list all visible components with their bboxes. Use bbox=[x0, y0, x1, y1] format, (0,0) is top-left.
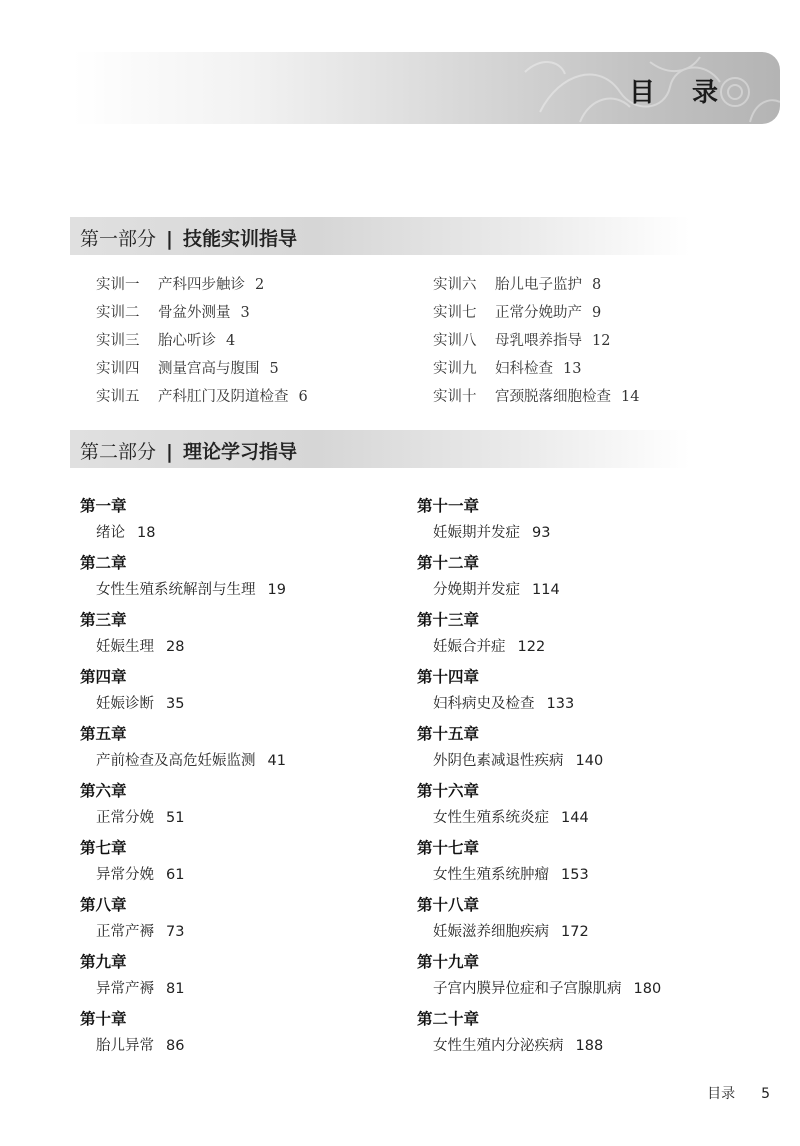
chapter-block bbox=[417, 608, 661, 665]
page-number: 144 bbox=[561, 810, 589, 826]
chapter-title: 异常分娩 bbox=[96, 867, 154, 883]
page-number: 73 bbox=[166, 924, 185, 940]
toc-entry[interactable] bbox=[96, 330, 308, 358]
chapter-title: 女性生殖内分泌疾病 bbox=[433, 1038, 564, 1054]
page-number: 35 bbox=[166, 696, 185, 712]
toc-entry[interactable] bbox=[80, 806, 286, 830]
chapter-block bbox=[80, 893, 286, 950]
chapter-heading: 第一章 bbox=[80, 497, 127, 515]
chapter-block bbox=[80, 779, 286, 836]
page-number: 6 bbox=[298, 389, 308, 405]
training-list-left bbox=[96, 274, 308, 414]
toc-entry[interactable] bbox=[80, 692, 286, 716]
page-number: 12 bbox=[592, 333, 611, 349]
chapter-heading: 第十六章 bbox=[417, 782, 480, 800]
toc-entry[interactable] bbox=[80, 749, 286, 773]
chapter-title: 女性生殖系统炎症 bbox=[433, 810, 549, 826]
training-number: 实训二 bbox=[96, 305, 140, 321]
page-number: 18 bbox=[137, 525, 156, 541]
chapter-block bbox=[80, 950, 286, 1007]
chapter-heading: 第二章 bbox=[80, 554, 127, 572]
toc-entry[interactable] bbox=[417, 578, 661, 602]
training-title: 宫颈脱落细胞检查 bbox=[495, 389, 611, 405]
toc-entry[interactable] bbox=[433, 386, 639, 414]
chapter-title: 妊娠合并症 bbox=[433, 639, 506, 655]
chapter-heading: 第十七章 bbox=[417, 839, 480, 857]
toc-entry[interactable] bbox=[433, 302, 639, 330]
section-title: 理论学习指导 bbox=[182, 441, 297, 463]
chapter-list-right bbox=[417, 494, 661, 1064]
chapter-heading: 第四章 bbox=[80, 668, 127, 686]
chapter-block bbox=[80, 551, 286, 608]
section-part-label: 第一部分 bbox=[80, 228, 157, 250]
toc-entry[interactable] bbox=[433, 274, 639, 302]
toc-entry[interactable] bbox=[96, 274, 308, 302]
header-banner bbox=[72, 52, 780, 124]
chapter-heading: 第十章 bbox=[80, 1010, 127, 1028]
chapter-title: 胎儿异常 bbox=[96, 1038, 154, 1054]
training-number: 实训八 bbox=[433, 333, 477, 349]
toc-entry[interactable] bbox=[417, 863, 661, 887]
chapter-heading: 第九章 bbox=[80, 953, 127, 971]
toc-entry[interactable] bbox=[80, 578, 286, 602]
page-number: 5 bbox=[269, 361, 279, 377]
chapter-heading: 第十五章 bbox=[417, 725, 480, 743]
chapter-heading: 第十四章 bbox=[417, 668, 480, 686]
page-number: 4 bbox=[226, 333, 236, 349]
toc-entry[interactable] bbox=[417, 920, 661, 944]
chapter-heading: 第十八章 bbox=[417, 896, 480, 914]
toc-entry[interactable] bbox=[80, 521, 286, 545]
toc-entry[interactable] bbox=[80, 1034, 286, 1058]
page-number: 28 bbox=[166, 639, 185, 655]
page-number: 13 bbox=[563, 361, 582, 377]
chapter-heading: 第十一章 bbox=[417, 497, 480, 515]
chapter-block bbox=[417, 1007, 661, 1064]
page-number: 180 bbox=[633, 981, 662, 997]
chapter-block bbox=[80, 836, 286, 893]
toc-entry[interactable] bbox=[417, 749, 661, 773]
training-number: 实训四 bbox=[96, 361, 140, 377]
chapter-heading: 第八章 bbox=[80, 896, 127, 914]
page-number: 41 bbox=[267, 753, 286, 769]
page-number: 51 bbox=[166, 810, 185, 826]
chapter-block bbox=[80, 665, 286, 722]
training-title: 产科四步触诊 bbox=[158, 277, 245, 293]
training-title: 正常分娩助产 bbox=[495, 305, 582, 321]
chapter-block bbox=[80, 608, 286, 665]
chapter-heading: 第三章 bbox=[80, 611, 127, 629]
toc-entry[interactable] bbox=[417, 521, 661, 545]
chapter-title: 女性生殖系统肿瘤 bbox=[433, 867, 549, 883]
toc-entry[interactable] bbox=[80, 635, 286, 659]
section-title: 技能实训指导 bbox=[182, 228, 297, 250]
toc-entry[interactable] bbox=[417, 692, 661, 716]
chapter-title: 异常产褥 bbox=[96, 981, 154, 997]
chapter-heading: 第二十章 bbox=[417, 1010, 480, 1028]
chapter-title: 外阴色素减退性疾病 bbox=[433, 753, 564, 769]
chapter-block bbox=[80, 1007, 286, 1064]
page-footer bbox=[707, 1083, 770, 1103]
toc-entry[interactable] bbox=[80, 977, 286, 1001]
chapter-title: 妊娠期并发症 bbox=[433, 525, 520, 541]
chapter-title: 妊娠生理 bbox=[96, 639, 154, 655]
chapter-title: 绪论 bbox=[96, 525, 125, 541]
page-title: 目 录 bbox=[628, 78, 732, 108]
page-number: 61 bbox=[166, 867, 185, 883]
chapter-block bbox=[417, 950, 661, 1007]
training-number: 实训十 bbox=[433, 389, 477, 405]
chapter-heading: 第五章 bbox=[80, 725, 127, 743]
chapter-block bbox=[80, 722, 286, 779]
training-number: 实训三 bbox=[96, 333, 140, 349]
section-separator: | bbox=[166, 228, 173, 250]
toc-entry[interactable] bbox=[417, 635, 661, 659]
chapter-block bbox=[417, 722, 661, 779]
chapter-title: 正常分娩 bbox=[96, 810, 154, 826]
toc-entry[interactable] bbox=[80, 920, 286, 944]
section-separator: | bbox=[166, 441, 173, 463]
training-number: 实训一 bbox=[96, 277, 140, 293]
page-number: 9 bbox=[592, 305, 602, 321]
training-title: 胎儿电子监护 bbox=[495, 277, 582, 293]
toc-entry[interactable] bbox=[433, 358, 639, 386]
training-list-right bbox=[433, 274, 639, 414]
training-number: 实训六 bbox=[433, 277, 477, 293]
page-number: 3 bbox=[240, 305, 250, 321]
toc-entry[interactable] bbox=[417, 1034, 661, 1058]
page-number: 8 bbox=[592, 277, 602, 293]
training-title: 骨盆外测量 bbox=[158, 305, 231, 321]
page-number: 93 bbox=[532, 525, 551, 541]
chapter-block bbox=[417, 551, 661, 608]
toc-entry[interactable] bbox=[417, 806, 661, 830]
page-number: 133 bbox=[546, 696, 575, 712]
training-title: 胎心听诊 bbox=[158, 333, 216, 349]
training-title: 测量宫高与腹围 bbox=[158, 361, 260, 377]
toc-entry[interactable] bbox=[96, 358, 308, 386]
toc-entry[interactable] bbox=[417, 977, 661, 1001]
chapter-block bbox=[417, 494, 661, 551]
toc-entry[interactable] bbox=[96, 302, 308, 330]
page-number: 188 bbox=[575, 1038, 604, 1054]
training-number: 实训七 bbox=[433, 305, 477, 321]
footer-label: 目录 bbox=[707, 1086, 736, 1102]
chapter-block bbox=[417, 779, 661, 836]
chapter-title: 妊娠诊断 bbox=[96, 696, 154, 712]
page-number: 122 bbox=[517, 639, 546, 655]
toc-entry[interactable] bbox=[80, 863, 286, 887]
chapter-list-left bbox=[80, 494, 286, 1064]
page-number: 114 bbox=[532, 582, 560, 598]
section-part-label: 第二部分 bbox=[80, 441, 157, 463]
chapter-heading: 第十二章 bbox=[417, 554, 480, 572]
training-title: 妇科检查 bbox=[495, 361, 553, 377]
chapter-title: 正常产褥 bbox=[96, 924, 154, 940]
page-number: 172 bbox=[561, 924, 589, 940]
chapter-block bbox=[417, 836, 661, 893]
chapter-title: 子宫内膜异位症和子宫腺肌病 bbox=[433, 981, 622, 997]
training-number: 实训九 bbox=[433, 361, 477, 377]
chapter-heading: 第十三章 bbox=[417, 611, 480, 629]
page-number: 14 bbox=[621, 389, 640, 405]
training-title: 产科肛门及阴道检查 bbox=[158, 389, 289, 405]
toc-entry[interactable] bbox=[96, 386, 308, 414]
chapter-title: 产前检查及高危妊娠监测 bbox=[96, 753, 256, 769]
toc-entry[interactable] bbox=[433, 330, 639, 358]
page-number: 2 bbox=[255, 277, 265, 293]
chapter-block bbox=[80, 494, 286, 551]
chapter-title: 女性生殖系统解剖与生理 bbox=[96, 582, 256, 598]
chapter-heading: 第十九章 bbox=[417, 953, 480, 971]
training-title: 母乳喂养指导 bbox=[495, 333, 582, 349]
training-number: 实训五 bbox=[96, 389, 140, 405]
section-bar-part1 bbox=[70, 217, 690, 255]
page-number: 140 bbox=[575, 753, 604, 769]
chapter-title: 妊娠滋养细胞疾病 bbox=[433, 924, 549, 940]
chapter-heading: 第七章 bbox=[80, 839, 127, 857]
footer-page-number: 5 bbox=[761, 1086, 770, 1102]
page-number: 81 bbox=[166, 981, 185, 997]
chapter-block bbox=[417, 665, 661, 722]
chapter-block bbox=[417, 893, 661, 950]
section-bar-part2 bbox=[70, 430, 690, 468]
page-number: 19 bbox=[267, 582, 286, 598]
chapter-heading: 第六章 bbox=[80, 782, 127, 800]
page-number: 86 bbox=[166, 1038, 185, 1054]
chapter-title: 分娩期并发症 bbox=[433, 582, 520, 598]
chapter-title: 妇科病史及检查 bbox=[433, 696, 535, 712]
page-number: 153 bbox=[561, 867, 589, 883]
